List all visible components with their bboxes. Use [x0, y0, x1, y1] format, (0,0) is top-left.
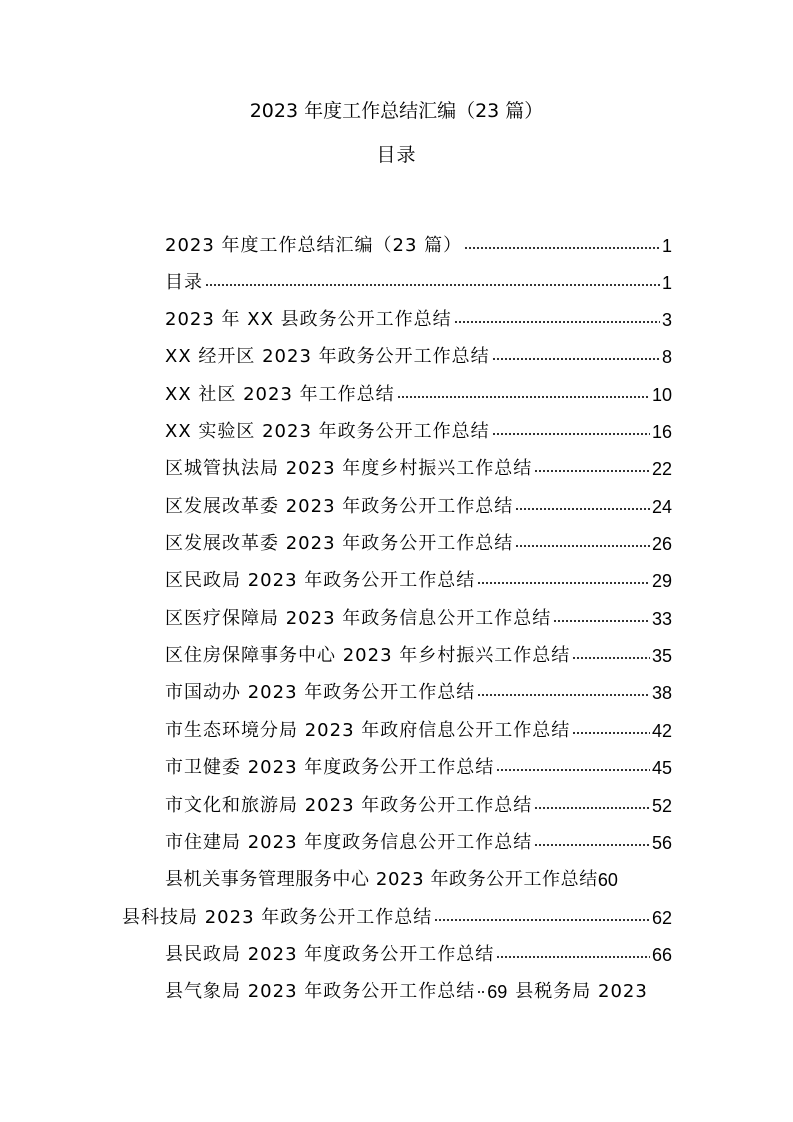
toc-entry-title: 2023 年度工作总结汇编（23 篇）: [165, 235, 463, 256]
toc-entry-title: 区民政局 2023 年政务公开工作总结: [165, 570, 476, 591]
toc-dot-leader: [434, 916, 650, 924]
toc-entry[interactable]: [165, 492, 672, 522]
toc-entry[interactable]: [165, 380, 672, 410]
toc-entry-title: 区医疗保障局 2023 年政务信息公开工作总结: [165, 608, 552, 629]
toc-entry[interactable]: [165, 268, 672, 298]
toc-dot-leader: [477, 579, 650, 587]
toc-entry[interactable]: [165, 828, 672, 858]
toc-page-number: 45: [651, 758, 672, 778]
toc-entry-title: 县民政局 2023 年度政务公开工作总结: [165, 944, 495, 965]
toc-page-number: 1: [661, 236, 672, 256]
toc-dot-leader: [534, 467, 650, 475]
toc-page-number: 52: [651, 796, 672, 816]
toc-entry[interactable]: [165, 454, 672, 484]
toc-entry-title: 区发展改革委 2023 年政务公开工作总结: [165, 496, 514, 517]
toc-dot-leader: [477, 691, 650, 699]
toc-entry[interactable]: [165, 417, 672, 447]
toc-page-number: 1: [661, 273, 672, 293]
toc-dot-leader: [496, 766, 650, 774]
toc-dot-leader: [515, 505, 650, 513]
toc-page-number: 3: [661, 310, 672, 330]
toc-entry[interactable]: [165, 529, 672, 559]
toc-entry[interactable]: [165, 641, 672, 671]
toc-entry-title: 县机关事务管理服务中心 2023 年政务公开工作总结: [165, 869, 598, 890]
toc-entry-title: 区城管执法局 2023 年度乡村振兴工作总结: [165, 458, 533, 479]
document-subtitle: 目录: [376, 144, 417, 166]
toc-entry-title-continued: 县税务局 2023: [515, 981, 648, 1002]
toc-page-number: 10: [651, 385, 672, 405]
toc-dot-leader: [454, 318, 660, 326]
toc-entry-title: 区发展改革委 2023 年政务公开工作总结: [165, 533, 514, 554]
toc-entry[interactable]: [122, 903, 672, 933]
toc-page-number: 22: [651, 459, 672, 479]
toc-entry-title: XX 社区 2023 年工作总结: [165, 384, 395, 405]
toc-entry[interactable]: [165, 566, 672, 596]
toc-page-number: 33: [651, 609, 672, 629]
toc-entry-title: 市国动办 2023 年政务公开工作总结: [165, 682, 476, 703]
toc-entry[interactable]: [165, 604, 672, 634]
toc-dot-leader: [205, 281, 660, 289]
toc-entry[interactable]: [165, 716, 672, 746]
toc-dot-leader: [496, 953, 650, 961]
toc-dot-leader: [553, 617, 650, 625]
toc-entry-title: 2023 年 XX 县政务公开工作总结: [165, 309, 452, 330]
toc-entry[interactable]: [165, 305, 672, 335]
toc-entry[interactable]: [165, 753, 672, 783]
toc-entry[interactable]: [165, 791, 672, 821]
toc-entry-title: 市卫健委 2023 年度政务公开工作总结: [165, 757, 495, 778]
toc-dot-leader: [492, 355, 660, 363]
toc-entry[interactable]: [165, 342, 672, 372]
toc-entry-title: 县科技局 2023 年政务公开工作总结: [122, 907, 433, 928]
toc-entry[interactable]: [165, 231, 672, 261]
toc-entry[interactable]: [165, 940, 672, 970]
toc-entry-title: 市住建局 2023 年度政务信息公开工作总结: [165, 832, 533, 853]
toc-entry-title: XX 经开区 2023 年政务公开工作总结: [165, 346, 490, 367]
toc-page-number: 38: [651, 683, 672, 703]
toc-entry-title: XX 实验区 2023 年政务公开工作总结: [165, 421, 490, 442]
toc-dot-leader: [492, 430, 650, 438]
toc-entry-title: 县气象局 2023 年政务公开工作总结: [165, 981, 476, 1002]
toc-entry-title: 区住房保障事务中心 2023 年乡村振兴工作总结: [165, 645, 571, 666]
toc-entry-title: 市文化和旅游局 2023 年政务公开工作总结: [165, 795, 533, 816]
toc-dot-leader: [534, 804, 650, 812]
toc-dot-leader: [464, 244, 660, 252]
toc-page-number: 35: [651, 646, 672, 666]
toc-page-number: 69: [487, 982, 508, 1002]
toc-entry[interactable]: [165, 678, 672, 708]
toc-page-number: 66: [651, 945, 672, 965]
toc-entry[interactable]: [165, 865, 672, 895]
toc-page-number: 42: [651, 721, 672, 741]
toc-dot-leader: [572, 729, 650, 737]
toc-dot-leader: [515, 542, 650, 550]
toc-page-number: 29: [651, 571, 672, 591]
toc-page-number: 62: [651, 908, 672, 928]
toc-page-number: 26: [651, 534, 672, 554]
toc-page-number: 60: [597, 870, 618, 890]
toc-dot-leader: [572, 654, 650, 662]
toc-dot-leader: [534, 841, 650, 849]
toc-page-number: 8: [661, 347, 672, 367]
toc-entry-title: 目录: [165, 272, 203, 293]
toc-entry[interactable]: [165, 977, 672, 1007]
document-title: 2023 年度工作总结汇编（23 篇）: [249, 100, 544, 122]
toc-page-number: 56: [651, 833, 672, 853]
toc-page-number: 24: [651, 497, 672, 517]
toc-page-number: 16: [651, 422, 672, 442]
toc-entry-title: 市生态环境分局 2023 年政府信息公开工作总结: [165, 720, 571, 741]
toc-dot-leader: [477, 990, 485, 998]
toc-dot-leader: [397, 393, 650, 401]
